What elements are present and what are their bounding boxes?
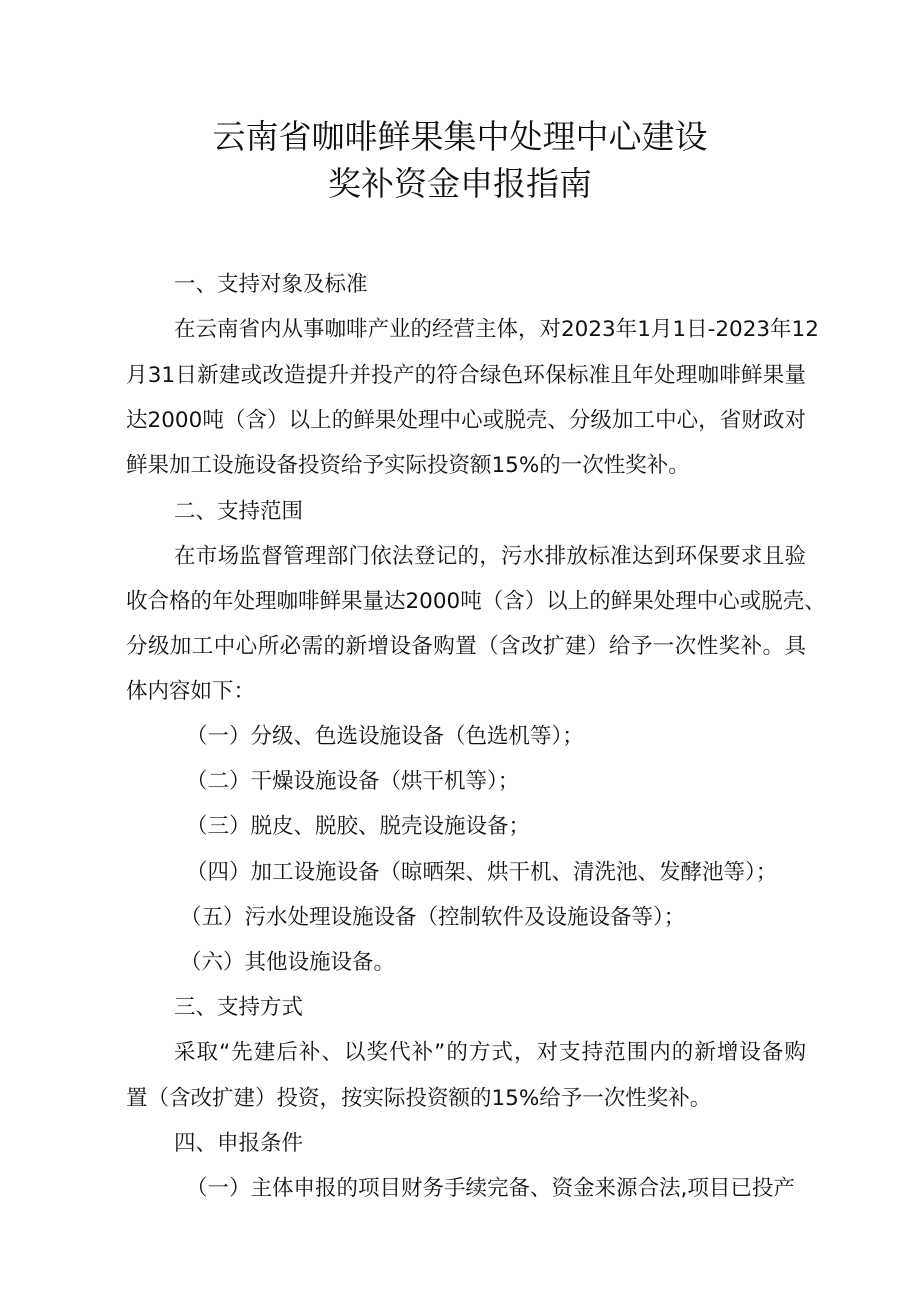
paragraph-line: 月31日新建或改造提升并投产的符合绿色环保标准且年处理咖啡鲜果量 <box>126 363 806 388</box>
list-item: （二）干燥设施设备（烘干机等）； <box>186 769 520 794</box>
document-title-line-2: 奖补资金申报指南 <box>328 164 592 203</box>
paragraph-line: 置（含改扩建）投资，按实际投资额的15%给予一次性奖补。 <box>126 1086 712 1111</box>
list-item: （五）污水处理设施设备（控制软件及设施设备等）； <box>180 905 686 930</box>
list-item: （六）其他设施设备。 <box>180 950 396 975</box>
paragraph-line: 采取“先建后补、以奖代补”的方式，对支持范围内的新增设备购 <box>174 1040 806 1065</box>
paragraph-line: 在市场监督管理部门依法登记的，污水排放标准达到环保要求且验 <box>174 544 806 569</box>
paragraph-line: 鲜果加工设施设备投资给予实际投资额15%的一次性奖补。 <box>126 453 690 478</box>
section-heading-support-targets: 一、支持对象及标准 <box>174 272 368 297</box>
paragraph-line: 达2000吨（含）以上的鲜果处理中心或脱壳、分级加工中心，省财政对 <box>126 408 806 433</box>
paragraph-line: （一）主体申报的项目财务手续完备、资金来源合法,项目已投产 <box>186 1176 795 1201</box>
list-item: （一）分级、色选设施设备（色选机等）； <box>186 724 584 749</box>
paragraph-line: 分级加工中心所必需的新增设备购置（含改扩建）给予一次性奖补。具 <box>126 634 806 659</box>
section-heading-application-conditions: 四、申报条件 <box>174 1131 304 1156</box>
document-title-line-1: 云南省咖啡鲜果集中处理中心建设 <box>212 117 708 156</box>
section-heading-support-method: 三、支持方式 <box>174 995 304 1020</box>
paragraph-line: 在云南省内从事咖啡产业的经营主体，对2023年1月1日-2023年12 <box>174 317 819 342</box>
list-item: （四）加工设施设备（晾晒架、烘干机、清洗池、发酵池等）； <box>186 860 778 885</box>
section-heading-support-scope: 二、支持范围 <box>174 499 304 524</box>
paragraph-line: 体内容如下： <box>126 679 256 704</box>
paragraph-line: 收合格的年处理咖啡鲜果量达2000吨（含）以上的鲜果处理中心或脱壳、 <box>126 589 826 614</box>
list-item: （三）脱皮、脱胶、脱壳设施设备； <box>186 814 531 839</box>
